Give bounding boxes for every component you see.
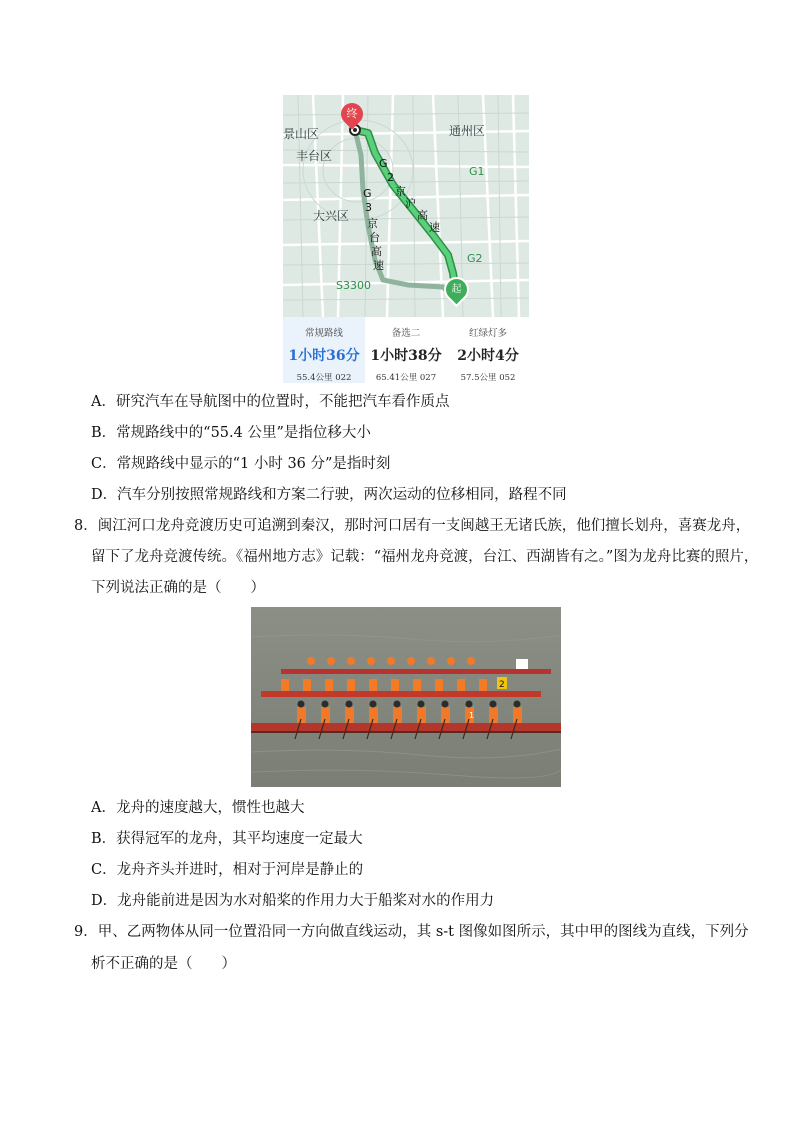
boat-number-1: 1: [469, 711, 475, 720]
q7-option-c: C．常规路线中显示的“1 小时 36 分”是指时刻: [91, 456, 391, 472]
district-label: 景山区: [283, 127, 320, 141]
route-label-char: 京: [367, 217, 378, 230]
q7-option-a: A．研究汽车在导航图中的位置时，不能把汽车看作质点: [91, 394, 450, 410]
q7-option-b: B．常规路线中的“55.4 公里”是指位移大小: [91, 425, 371, 441]
route-label-char: G: [379, 157, 388, 170]
route-label-char: 速: [429, 221, 440, 234]
origin-marker: 起: [439, 272, 474, 307]
road-label-g1: G1: [469, 165, 485, 178]
route-label-char: 高: [371, 245, 382, 258]
route-options-panel: [283, 317, 529, 383]
route-name: 红绿灯多: [468, 328, 507, 339]
q9-stem-line-2: 析不正确的是（ ）: [91, 956, 236, 972]
route-label-char: 台: [369, 231, 380, 244]
route-label-char: 3: [365, 201, 372, 214]
route-label-char: 高: [417, 209, 428, 222]
route-option-regular[interactable]: [283, 317, 365, 383]
boat-number-2: 2: [499, 680, 505, 690]
district-label: 通州区: [449, 124, 486, 138]
district-label: 丰台区: [296, 149, 333, 163]
destination-marker: 终: [336, 98, 367, 129]
dragon-boat-photo: [251, 607, 561, 787]
route-meta: 57.5公里 052: [460, 373, 516, 383]
q8-option-c: C．龙舟齐头并进时，相对于河岸是静止的: [91, 862, 364, 878]
q8-option-a: A．龙舟的速度越大，惯性也越大: [91, 800, 305, 816]
q8-stem-line-1: 8．闽江河口龙舟竞渡历史可追溯到秦汉，那时河口居有一支闽越王无诸氏族，他们擅长划舟，喜赛龙舟，: [74, 518, 751, 534]
route-label-char: G: [363, 187, 372, 200]
road-label-g2: G2: [467, 252, 483, 265]
q9-stem-line-1: 9．甲、乙两物体从同一位置沿同一方向做直线运动，其 s-t 图像如图所示，其中甲的图线为直线，下列分: [74, 924, 749, 940]
route-label-char: 速: [373, 259, 384, 272]
q8-stem-line-3: 下列说法正确的是（ ）: [91, 580, 265, 596]
route-option-traffic-lights[interactable]: [447, 317, 529, 383]
navigation-map-figure: [283, 95, 529, 383]
route-option-alternative-2[interactable]: [365, 317, 447, 383]
route-meta: 55.4公里 022: [296, 373, 352, 383]
route-time: 1小时36分: [288, 348, 360, 364]
route-label-char: 京: [395, 185, 406, 198]
route-meta: 65.41公里 027: [375, 373, 437, 383]
q8-stem-line-2: 留下了龙舟竞渡传统。《福州地方志》记载：“福州龙舟竞渡，台江、西湖皆有之。”图为龙舟比赛的照片，: [91, 549, 759, 565]
q7-option-d: D．汽车分别按照常规路线和方案二行驶，两次运动的位移相同，路程不同: [91, 487, 567, 503]
route-name: 常规路线: [304, 328, 343, 339]
route-time: 1小时38分: [370, 348, 442, 364]
road-label-s3300: S3300: [336, 279, 371, 292]
route-name: 备选二: [391, 328, 421, 339]
q8-option-d: D．龙舟能前进是因为水对船桨的作用力大于船桨对水的作用力: [91, 893, 495, 909]
route-time: 2小时4分: [457, 348, 519, 364]
route-label-char: 2: [387, 171, 394, 184]
dragon-boat-illustration: [251, 607, 561, 787]
route-label-char: 沪: [405, 197, 416, 210]
q8-option-b: B．获得冠军的龙舟，其平均速度一定最大: [91, 831, 363, 847]
district-label: 大兴区: [313, 209, 350, 223]
